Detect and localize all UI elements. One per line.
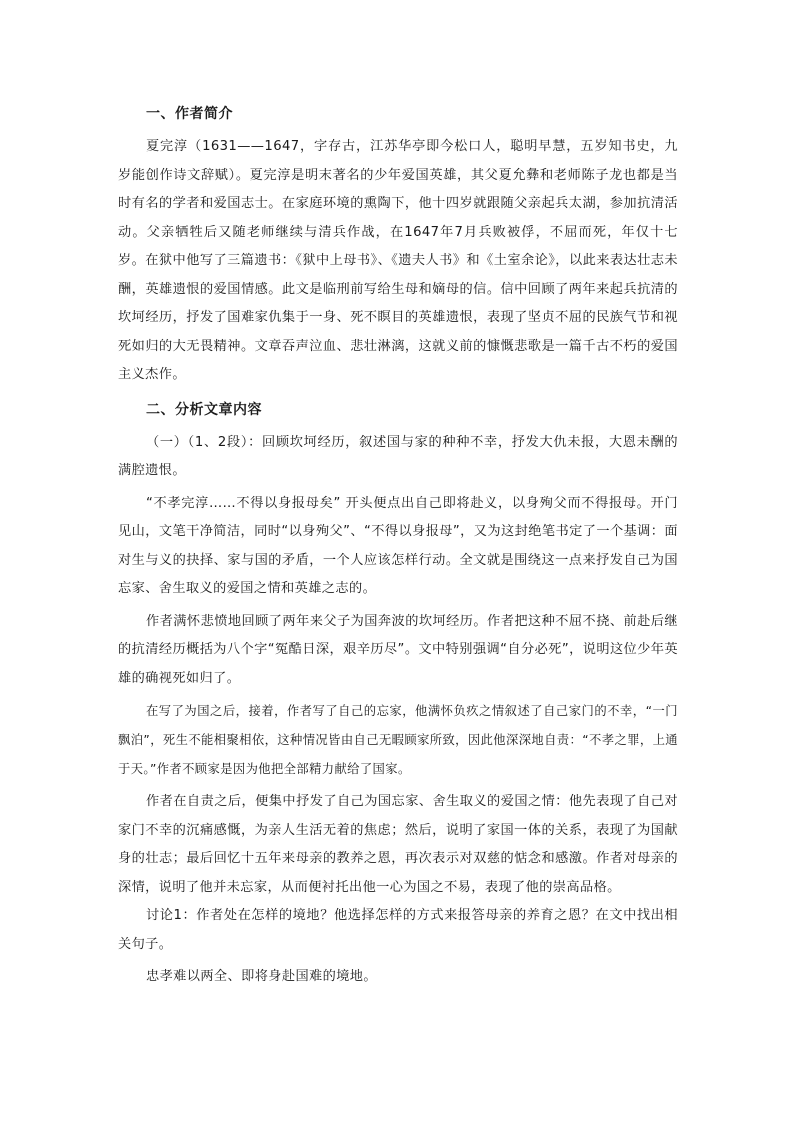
author-intro-paragraph: 夏完淳（1631——1647，字存古，江苏华亭即今松口人，聪明早慧，五岁知书史，九岁能创作诗文辞赋）。夏完淳是明末著名的少年爱国英雄，其父夏允彝和老师陈子龙也都是当时有名的学者和爱国志士。在家庭环境的熏陶下，他十四岁就跟随父亲起兵太湖，参加抗清活动。父亲牺牲后又随老师继续与清兵作战，在1647年7月兵败被俘，不屈而死，年仅十七岁。在狱中他写了三篇遗书：《狱中上母书》、《遗夫人书》和《土室余论》，以此来表达壮志未酬，英雄遗恨的爱国情感。此文是临刑前写给生母和嫡母的信。信中回顾了两年来起兵抗清的坎坷经历，抒发了国难家仇集于一身、死不瞑目的英雄遗恨，表现了坚贞不屈的民族气节和视死如归的大无畏精神。文章吞声泣血、悲壮淋漓，这就义前的慷慨悲歌是一篇千古不朽的爱国主义杰作。 xyxy=(118,139,678,382)
document-body xyxy=(118,100,678,992)
discussion-question-1: 讨论1：作者处在怎样的境地？他选择怎样的方式来报答母亲的养育之恩？在文中找出相关句子。 xyxy=(118,908,678,952)
analysis-paragraph-family: 在写了为国之后，接着，作者写了自己的忘家，他满怀负疚之情叙述了自己家门的不幸，“一门飘泊”，死生不能相聚相依，这种情况皆由自己无暇顾家所致，因此他深深地自责：“不孝之罪，上通于天。”作者不顾家是因为他把全部精力献给了国家。 xyxy=(118,704,678,776)
discussion-answer-1: 忠孝难以两全、即将身赴国难的境地。 xyxy=(146,969,377,984)
analysis-paragraph-experience: 作者满怀悲愤地回顾了两年来父子为国奔波的坎坷经历。作者把这种不屈不挠、前赴后继的抗清经历概括为八个字“冤酷日深，艰辛历尽”。文中特别强调“自分必死”，说明这位少年英雄的确视死如归了。 xyxy=(118,613,678,686)
analysis-paragraph-opening: “不孝完淳……不得以身报母矣” 开头便点出自己即将赴义，以身殉父而不得报母。开门见山，文笔干净简洁，同时“以身殉父”、“不得以身报母”，又为这封绝笔书定了一个基调：面对生与义的抉择、家与国的矛盾，一个人应该怎样行动。全文就是围绕这一点来抒发自己为国忘家、舍生取义的爱国之情和英雄之志的。 xyxy=(118,495,678,596)
section-heading-author-intro: 一、作者简介 xyxy=(146,106,233,122)
analysis-part-one-summary: （一）（1、2段）：回顾坎坷经历，叙述国与家的种种不幸，抒发大仇未报，大恩未酬的满腔遗恨。 xyxy=(118,434,678,478)
section-heading-content-analysis: 二、分析文章内容 xyxy=(146,401,262,418)
analysis-paragraph-patriotism: 作者在自责之后，便集中抒发了自己为国忘家、舍生取义的爱国之情：他先表现了自己对家门不幸的沉痛感慨，为亲人生活无着的焦虑；然后，说明了家国一体的关系，表现了为国献身的壮志；最后回忆十五年来母亲的教养之恩，再次表示对双慈的惦念和感激。作者对母亲的深情，说明了他并未忘家，从而便衬托出他一心为国之不易，表现了他的崇高品格。 xyxy=(118,794,678,895)
